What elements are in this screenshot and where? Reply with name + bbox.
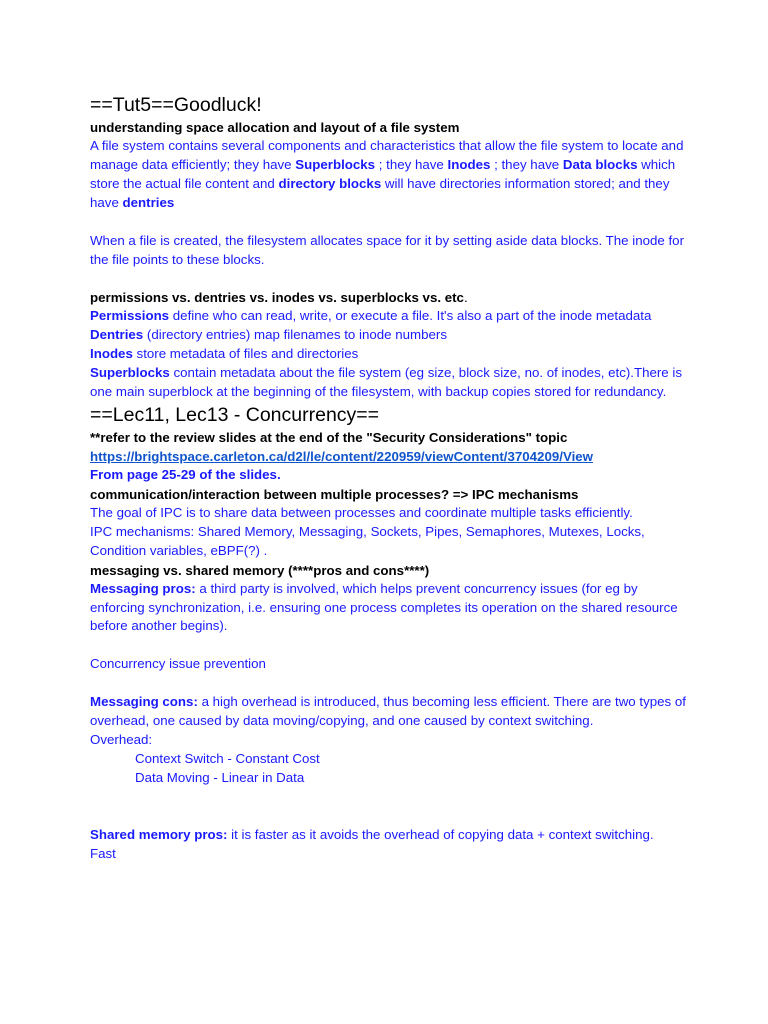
section-title-messaging-vs-shm: messaging vs. shared memory (****pros and cons****) <box>90 562 430 578</box>
text-run: a third party is involved, which helps prevent concurrency issues (for eg by enforcing synchronization, i.e. ensuring one process completes its operation on the shared resource before another begins). <box>90 580 678 634</box>
definition-dentries <box>90 326 690 345</box>
definition-superblocks <box>90 364 690 402</box>
text-run: contain metadata about the file system (eg size, block size, no. of inodes, etc).There is one main superblock at the beginning of the filesystem, with backup copies stored for redundancy. <box>90 365 683 400</box>
text-run: ; they have <box>375 156 448 172</box>
text-run: will have directories information stored; and they have <box>90 175 670 210</box>
term-label: Shared memory pros: <box>90 826 228 842</box>
text-run: ; they have <box>490 156 563 172</box>
text-run: . <box>463 290 468 306</box>
section-title-permissions-vs <box>90 288 690 307</box>
overhead-item-data-moving: Data Moving - Linear in Data <box>135 769 305 785</box>
text-run: A file system contains several components and characteristics that allow the file system to locate and manage data efficiently; they have <box>90 138 684 172</box>
paragraph-messaging-pros <box>90 580 690 637</box>
section-title-space-allocation: understanding space allocation and layout of a file system <box>90 120 460 135</box>
term-label: Messaging pros: <box>90 580 196 596</box>
term-data-blocks: Data blocks <box>562 156 638 172</box>
paragraph-ipc-mechanisms: IPC mechanisms: Shared Memory, Messaging, Sockets, Pipes, Semaphores, Mutexes, Locks, Condition variables, eBPF(?) . <box>90 523 645 558</box>
tut5-heading: ==Tut5==Goodluck! <box>90 94 262 116</box>
paragraph-shared-memory-pros <box>90 826 690 845</box>
term-label: Superblocks <box>90 365 170 381</box>
text-run: store metadata of files and directories <box>132 346 359 362</box>
definition-inodes <box>90 345 690 364</box>
overhead-item-context-switch: Context Switch - Constant Cost <box>135 750 320 766</box>
spacer <box>90 213 690 232</box>
paragraph-ipc-goal: The goal of IPC is to share data between processes and coordinate multiple tasks efficiently. <box>90 504 633 520</box>
definition-permissions <box>90 307 690 326</box>
refer-note: **refer to the review slides at the end of the "Security Considerations" topic <box>90 429 568 445</box>
term-dentries: dentries <box>122 194 175 210</box>
term-directory-blocks: directory blocks <box>278 175 382 191</box>
term-label: Messaging cons: <box>90 694 198 710</box>
spacer <box>90 269 690 288</box>
pages-note: From page 25-29 of the slides. <box>90 466 281 482</box>
spacer <box>90 788 690 807</box>
overhead-label: Overhead: <box>90 732 153 748</box>
term-label: Inodes <box>90 346 133 362</box>
text-run: which store the actual file content and <box>90 156 676 191</box>
text-run: a high overhead is introduced, thus becoming less efficient. There are two types of overhead, one caused by data moving/copying, and one caused by context switching. <box>90 694 686 729</box>
text-run: define who can read, write, or execute a file. It's also a part of the inode metadata <box>169 308 652 324</box>
section-title-ipc: communication/interaction between multiple processes? => IPC mechanisms <box>90 486 579 502</box>
paragraph-file-system-components <box>90 137 690 213</box>
spacer <box>90 807 690 826</box>
document-content <box>90 92 690 864</box>
concurrency-prevention: Concurrency issue prevention <box>90 656 266 672</box>
term-label: Permissions <box>90 308 170 324</box>
text-run: permissions vs. dentries vs. inodes vs. superblocks vs. etc <box>90 290 464 306</box>
paragraph-file-creation: When a file is created, the filesystem allocates space for it by setting aside data blocks. The inode for the file points to these blocks. <box>90 232 684 267</box>
term-superblocks: Superblocks <box>295 156 376 172</box>
term-label: Dentries <box>90 327 144 343</box>
spacer <box>90 674 690 693</box>
spacer <box>90 636 690 655</box>
concurrency-heading: ==Lec11, Lec13 - Concurrency== <box>90 403 380 426</box>
term-inodes: Inodes <box>447 156 491 172</box>
paragraph-messaging-cons <box>90 693 690 731</box>
text-run: it is faster as it avoids the overhead of copying data + context switching. <box>227 826 654 842</box>
brightspace-link[interactable]: https://brightspace.carleton.ca/d2l/le/content/220959/viewContent/3704209/View <box>90 448 594 464</box>
text-run: (directory entries) map filenames to inode numbers <box>143 327 447 343</box>
fast-note: Fast <box>90 845 116 861</box>
